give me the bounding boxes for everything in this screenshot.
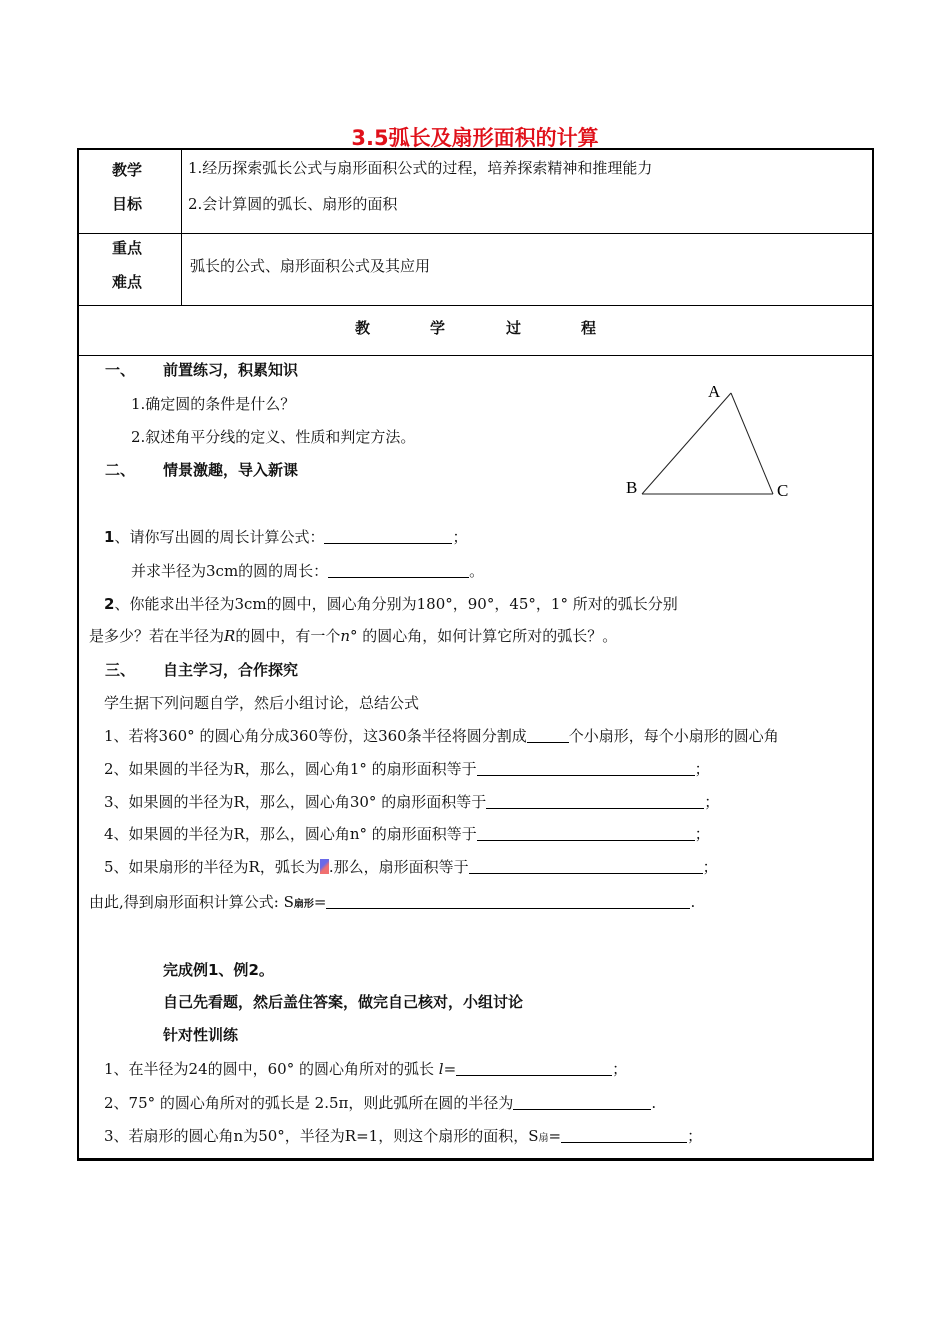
- line-4-text: 4、如果圆的半径为R，那么，圆心角n° 的扇形面积等于: [104, 825, 477, 843]
- section-2-question-2: [104, 594, 678, 614]
- objective-1: 1.经历探索弧长公式与扇形面积公式的过程，培养探索精神和推理能力: [188, 159, 653, 177]
- process-heading-char: 教: [355, 319, 371, 337]
- answer-blank[interactable]: [486, 793, 704, 809]
- section-2-question-2-line-2: [89, 626, 617, 646]
- conclusion-equals: =: [313, 893, 327, 911]
- arc-length-symbol: l: [438, 1060, 444, 1078]
- answer-blank[interactable]: [561, 1127, 687, 1143]
- problem-1-equals: =: [443, 1060, 457, 1078]
- question-1-number: 1: [104, 528, 115, 546]
- page-title: 3.5弧长及扇形面积的计算: [351, 126, 599, 150]
- section-2-question-1b: [131, 561, 484, 581]
- section-1-question-2: 2.叙述角平分线的定义、性质和判定方法。: [131, 428, 416, 446]
- radius-symbol: R: [224, 627, 236, 645]
- practice-problem-3: [104, 1126, 702, 1149]
- keypoints-label-1: 重点: [112, 239, 143, 257]
- question-1b-end: 。: [469, 562, 485, 580]
- question-1b-text: 并求半径为3cm的圆的周长：: [131, 562, 329, 580]
- answer-blank[interactable]: [477, 825, 695, 841]
- process-heading-char: 过: [506, 319, 522, 337]
- conclusion-subscript: 扇形: [293, 899, 314, 910]
- triangle-diagram: [620, 375, 800, 505]
- question-1-text: 、请你写出圆的周长计算公式：: [114, 528, 325, 546]
- answer-blank[interactable]: [513, 1094, 651, 1110]
- table-row-divider: [79, 305, 872, 306]
- section-3-line-3: [104, 792, 719, 812]
- question-1-end: ；: [452, 528, 468, 546]
- problem-3-subscript: 扇: [538, 1133, 549, 1144]
- table-row-divider: [79, 355, 872, 356]
- practice-problem-1: [104, 1059, 627, 1079]
- line-2-end: ；: [694, 760, 710, 778]
- line-4-end: ；: [694, 825, 710, 843]
- line-3-text: 3、如果圆的半径为R，那么，圆心角30° 的扇形面积等于: [104, 793, 487, 811]
- formula-image-icon: [320, 859, 329, 874]
- answer-blank[interactable]: [324, 528, 452, 544]
- section-3-title: 自主学习，合作探究: [163, 661, 299, 679]
- conclusion-text: 由此,得到扇形面积计算公式: S: [89, 893, 294, 911]
- problem-3-equals: =: [548, 1127, 562, 1145]
- keypoints-text: 弧长的公式、扇形面积公式及其应用: [190, 257, 431, 275]
- question-2-part-b: 的圆中，有一个: [235, 627, 341, 645]
- triangle-side-ab: [642, 393, 731, 494]
- section-3-line-5: [104, 857, 718, 877]
- section-3-line-2: [104, 759, 710, 779]
- practice-problem-2: [104, 1093, 656, 1113]
- question-2-number: 2: [104, 595, 115, 613]
- problem-2-text: 2、75° 的圆心角所对的弧长是 2.5π，则此弧所在圆的半径为: [104, 1094, 514, 1112]
- line-5-part-a: 5、如果扇形的半径为R，弧长为: [104, 858, 320, 876]
- table-row-divider: [79, 233, 872, 234]
- objective-2: 2.会计算圆的弧长、扇形的面积: [188, 195, 398, 213]
- line-3-end: ；: [704, 793, 720, 811]
- line-1-part-b: 个小扇形，每个小扇形的圆心角: [568, 727, 779, 745]
- question-2-part-a: 是多少？若在半径为: [89, 627, 225, 645]
- practice-heading: 针对性训练: [163, 1026, 239, 1044]
- answer-blank[interactable]: [326, 893, 690, 909]
- angle-symbol: n: [340, 627, 350, 645]
- problem-2-end: .: [651, 1094, 657, 1112]
- question-2-part-c: ° 的圆心角，如何计算它所对的弧长？。: [350, 627, 618, 645]
- vertex-label-a: A: [708, 382, 721, 401]
- line-5-part-b: .那么，扇形面积等于: [328, 858, 469, 876]
- question-2-text: 、你能求出半径为3cm的圆中，圆心角分别为180°，90°，45°，1° 所对的弧长分别: [114, 595, 678, 613]
- section-1-title: 前置练习，积累知识: [163, 361, 299, 379]
- vertex-label-c: C: [777, 481, 789, 500]
- section-2-question-1: [104, 527, 467, 547]
- sector-area-conclusion: [89, 892, 695, 915]
- vertex-label-b: B: [626, 478, 638, 497]
- triangle-side-ac: [731, 393, 773, 494]
- section-1-question-1: 1.确定圆的条件是什么？: [131, 395, 296, 413]
- section-3-line-4: [104, 824, 710, 844]
- objectives-label-2: 目标: [112, 195, 143, 213]
- answer-blank[interactable]: [328, 562, 469, 578]
- problem-3-text: 3、若扇形的圆心角n为50°，半径为R=1，则这个扇形的面积，S: [104, 1127, 539, 1145]
- section-3-line-1: [104, 726, 779, 746]
- answer-blank[interactable]: [456, 1060, 612, 1076]
- objectives-label-1: 教学: [112, 161, 143, 179]
- section-1-number: 一、: [105, 361, 136, 379]
- line-5-end: ；: [702, 858, 718, 876]
- answer-blank[interactable]: [469, 858, 703, 874]
- answer-blank[interactable]: [477, 760, 695, 776]
- keypoints-label-2: 难点: [112, 273, 143, 291]
- section-3-intro: 学生据下列问题自学，然后小组讨论，总结公式: [104, 694, 420, 712]
- process-heading-char: 学: [430, 319, 446, 337]
- section-3-number: 三、: [105, 661, 136, 679]
- line-1-part-a: 1、若将360° 的圆心角分成360等份，这360条半径将圆分割成: [104, 727, 527, 745]
- section-2-number: 二、: [105, 461, 136, 479]
- examples-instruction: 自己先看题，然后盖住答案，做完自己核对，小组讨论: [163, 993, 524, 1011]
- process-heading-char: 程: [581, 319, 597, 337]
- answer-blank[interactable]: [527, 727, 569, 743]
- problem-3-end: ；: [687, 1127, 703, 1145]
- examples-heading: 完成例1、例2。: [163, 961, 274, 979]
- problem-1-text: 1、在半径为24的圆中，60° 的圆心角所对的弧长: [104, 1060, 439, 1078]
- table-column-divider: [181, 150, 182, 305]
- conclusion-end: .: [690, 893, 696, 911]
- line-2-text: 2、如果圆的半径为R，那么，圆心角1° 的扇形面积等于: [104, 760, 477, 778]
- section-2-title: 情景激趣，导入新课: [163, 461, 299, 479]
- problem-1-end: ；: [612, 1060, 628, 1078]
